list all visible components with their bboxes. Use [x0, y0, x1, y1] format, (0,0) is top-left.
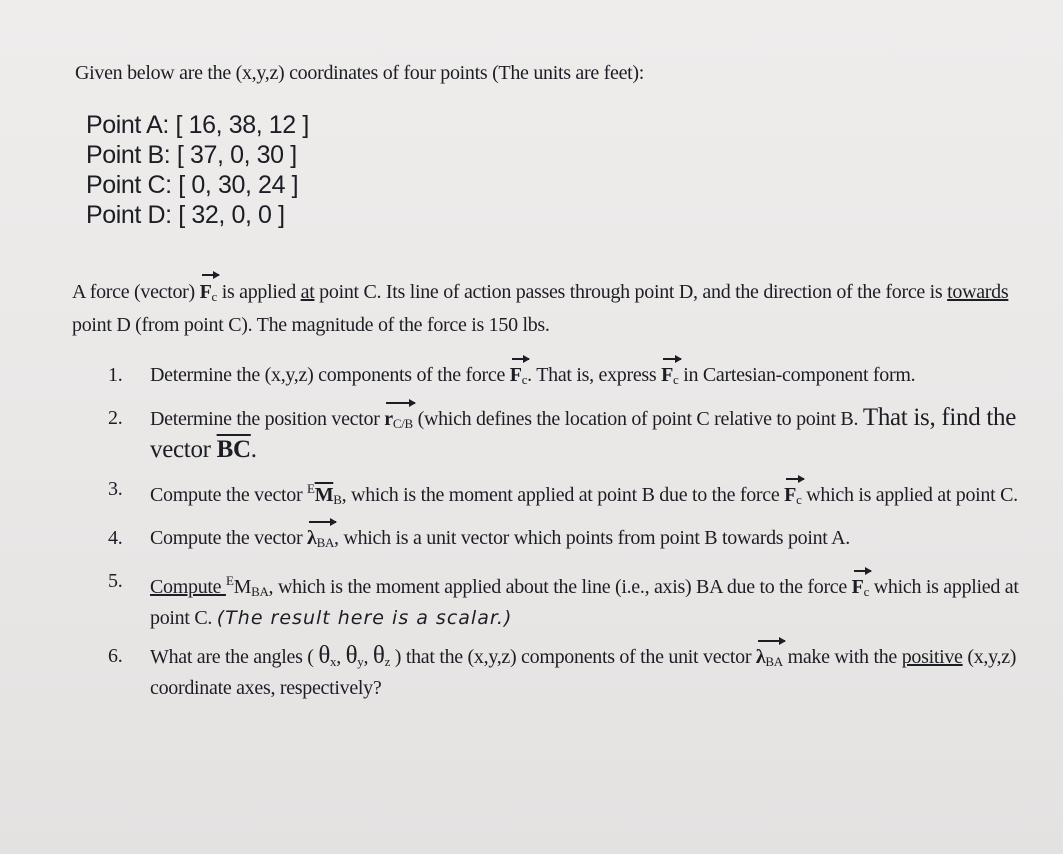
handwritten-note: (The result here is a scalar.)	[216, 607, 513, 629]
question-1	[108, 362, 1023, 393]
vector-bc: $\overline{BC}$	[216, 436, 251, 463]
question-text: Determine the (x,y,z) components of the force	[150, 364, 510, 386]
question-text: Determine the position vector	[150, 408, 385, 430]
force-vector-fc	[200, 278, 217, 311]
moment-symbol: M	[233, 576, 252, 598]
separator: ,	[336, 646, 346, 668]
question-text: Compute	[150, 576, 226, 598]
para-text-2: is applied	[217, 281, 301, 303]
question-number: 3.	[108, 478, 123, 500]
question-text: , which is the moment applied at point B due to the force	[341, 484, 785, 506]
theta-y-subscript: y	[357, 654, 364, 669]
separator: ,	[363, 646, 373, 668]
question-number: 1.	[108, 364, 123, 386]
fc-subscript: c	[863, 584, 870, 599]
fc-subscript: c	[521, 372, 528, 387]
para-towards-underlined: towards	[947, 281, 1009, 303]
e-superscript: E	[307, 481, 315, 496]
question-text: Compute the vector	[150, 527, 308, 549]
fc-symbol: F	[509, 364, 522, 386]
para-text-4: point D (from point C). The magnitude of the force is 150 lbs.	[72, 314, 550, 336]
theta-z-symbol: θ	[372, 642, 385, 669]
question-2	[108, 405, 1023, 464]
points-list	[86, 110, 309, 230]
problem-statement	[72, 278, 1032, 339]
question-number: 5.	[108, 570, 123, 592]
e-superscript: E	[225, 573, 234, 588]
question-text: in Cartesian-component form.	[678, 364, 916, 386]
positive-underlined: positive	[901, 646, 963, 668]
para-text-3: point C. Its line of action passes through point D, and the direction of the force is	[314, 281, 948, 303]
rcb-subscript: C/B	[392, 416, 413, 431]
question-text: ) that the (x,y,z) components of the unit vector	[390, 646, 756, 668]
position-vector-rcb	[384, 406, 413, 437]
theta-x-symbol: θ	[318, 642, 330, 669]
question-text: which is applied at point C.	[801, 484, 1018, 506]
point-b: Point B: [ 37, 0, 30 ]	[86, 141, 297, 169]
r-symbol: r	[384, 408, 393, 430]
fc-symbol: F	[851, 576, 864, 598]
question-3	[108, 476, 1023, 513]
unit-vector-lambda-ba	[307, 525, 334, 556]
question-text: . That is, express	[527, 364, 662, 386]
fc-symbol: F	[661, 364, 674, 386]
fc-symbol: F	[199, 281, 212, 303]
fc-subscript: c	[211, 289, 218, 304]
unit-vector-lambda-ba	[756, 644, 783, 675]
lambda-symbol: λ	[307, 527, 317, 549]
moment-subscript: B	[333, 492, 342, 507]
question-text: What are the angles (	[150, 646, 319, 668]
force-vector-fc	[661, 362, 678, 393]
para-text-1: A force (vector)	[72, 281, 200, 303]
question-number: 2.	[108, 407, 123, 429]
question-text: .	[250, 436, 257, 463]
question-text: (x,y,z) coordinate axes, respectively?	[150, 646, 1017, 699]
theta-x-subscript: x	[330, 654, 337, 669]
moment-subscript: BA	[251, 584, 269, 599]
lambda-subscript: BA	[316, 535, 335, 550]
question-6	[108, 643, 1023, 701]
force-vector-fc	[784, 482, 801, 513]
question-text: , which is the moment applied about the line (i.e., axis) BA due to the force	[268, 576, 852, 598]
lambda-symbol: λ	[755, 646, 766, 668]
point-d: Point D: [ 32, 0, 0 ]	[86, 201, 285, 229]
question-list	[108, 362, 1023, 701]
para-at-underlined: at	[300, 281, 315, 303]
question-4	[108, 525, 1023, 556]
force-vector-fc	[852, 574, 869, 605]
question-text: That is, find the vector	[150, 404, 1017, 463]
force-vector-fc	[510, 362, 527, 393]
question-number: 4.	[108, 527, 123, 549]
question-text: Compute the vector	[150, 484, 308, 506]
lambda-subscript: BA	[765, 654, 783, 669]
point-a: Point A: [ 16, 38, 12 ]	[86, 111, 309, 139]
question-number: 6.	[108, 645, 123, 667]
fc-subscript: c	[796, 492, 802, 507]
moment-symbol: $\overline{M}$	[314, 484, 334, 506]
question-text: make with the	[782, 646, 902, 668]
intro-text: Given below are the (x,y,z) coordinates of four points (The units are feet):	[75, 62, 645, 84]
fc-symbol: F	[784, 484, 797, 506]
fc-subscript: c	[673, 372, 679, 387]
theta-z-subscript: z	[384, 654, 391, 669]
question-text: which is applied at point C.	[150, 576, 1019, 629]
question-text: (which defines the location of point C relative to point B.	[412, 408, 863, 430]
question-text: , which is a unit vector which points from point B towards point A.	[334, 527, 851, 549]
theta-y-symbol: θ	[345, 642, 358, 669]
question-5	[108, 568, 1023, 631]
point-c: Point C: [ 0, 30, 24 ]	[86, 171, 299, 199]
